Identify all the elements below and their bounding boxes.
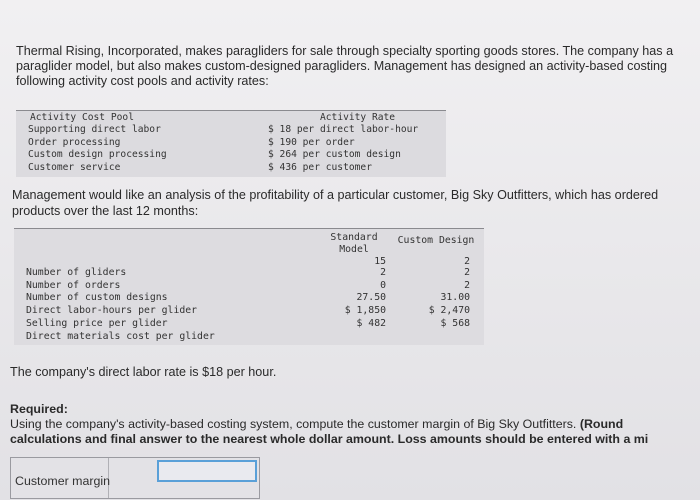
custom-value: 31.00 <box>440 292 470 303</box>
activity-row <box>16 149 446 161</box>
analysis-line-1: Management would like an analysis of the profitability of a particular customer, Big Sky Outfitters, which has ordered <box>12 188 659 202</box>
activity-pool: Customer service <box>28 162 121 173</box>
customer-margin-label: Customer margin <box>11 458 109 498</box>
activity-pool-header: Activity Cost Pool <box>30 112 134 123</box>
row-label: Number of orders <box>26 280 121 291</box>
customer-data-table <box>14 228 484 345</box>
activity-rate-header: Activity Rate <box>320 112 396 123</box>
custom-value: $ 568 <box>440 318 470 329</box>
activity-row <box>16 162 446 174</box>
table-row <box>14 331 484 344</box>
standard-value: $ 482 <box>356 318 386 329</box>
row-label: Direct labor-hours per glider <box>26 305 198 316</box>
required-line-1 <box>10 417 700 432</box>
intro-line-1: Thermal Rising, Incorporated, makes paragliders for sale through specialty sporting goods stores. The company has a <box>16 44 674 58</box>
standard-value: 15 <box>374 256 386 267</box>
activity-pool: Supporting direct labor <box>28 124 161 135</box>
required-text: Using the company's activity-based costing system, compute the customer margin of Big Sky Outfitters. <box>10 417 577 431</box>
analysis-intro <box>12 187 700 219</box>
table-row <box>14 305 484 318</box>
customer-margin-row <box>10 457 260 499</box>
custom-design-header: Custom Design <box>397 235 475 246</box>
row-label: Number of gliders <box>26 267 127 278</box>
activity-rate: $ 436 per customer <box>268 162 372 173</box>
labor-rate-note: The company's direct labor rate is $18 per hour. <box>10 365 277 379</box>
standard-value: 27.50 <box>356 292 386 303</box>
activity-pool: Order processing <box>28 137 121 148</box>
standard-value: $ 1,850 <box>344 305 386 316</box>
table-row <box>14 292 484 305</box>
row-label: Selling price per glider <box>26 318 168 329</box>
activity-rate: $ 18 per direct labor-hour <box>268 124 419 135</box>
table-row <box>14 267 484 280</box>
required-line-2: calculations and final answer to the nearest whole dollar amount. Loss amounts should be entered with a mi <box>10 432 649 446</box>
problem-intro <box>16 44 700 89</box>
custom-value: 2 <box>464 256 470 267</box>
custom-value: $ 2,470 <box>428 305 470 316</box>
activity-row <box>16 124 446 136</box>
activity-pool: Custom design processing <box>28 149 167 160</box>
required-round-text: (Round <box>576 417 624 431</box>
required-label: Required: <box>10 402 68 416</box>
activity-row <box>16 137 446 149</box>
standard-value: 0 <box>380 280 386 291</box>
standard-header-line-2: Model <box>339 244 369 255</box>
custom-value: 2 <box>464 280 470 291</box>
analysis-line-2: products over the last 12 months: <box>12 204 199 218</box>
standard-value: 2 <box>380 267 386 278</box>
intro-line-2: paraglider model, but also makes custom-designed paragliders. Management has designed an activity-based costing <box>16 59 668 73</box>
custom-value: 2 <box>464 267 470 278</box>
standard-model-header <box>324 232 384 256</box>
required-instructions <box>10 402 700 447</box>
table-row <box>14 318 484 331</box>
standard-header-line-1: Standard <box>330 232 378 243</box>
activity-rate-table <box>16 110 446 177</box>
customer-margin-input[interactable] <box>157 460 257 482</box>
activity-rate: $ 264 per custom design <box>268 149 401 160</box>
row-label: Number of custom designs <box>26 292 168 303</box>
activity-rate: $ 190 per order <box>268 137 355 148</box>
intro-line-3: following activity cost pools and activity rates: <box>16 74 269 88</box>
row-label: Direct materials cost per glider <box>26 331 215 342</box>
